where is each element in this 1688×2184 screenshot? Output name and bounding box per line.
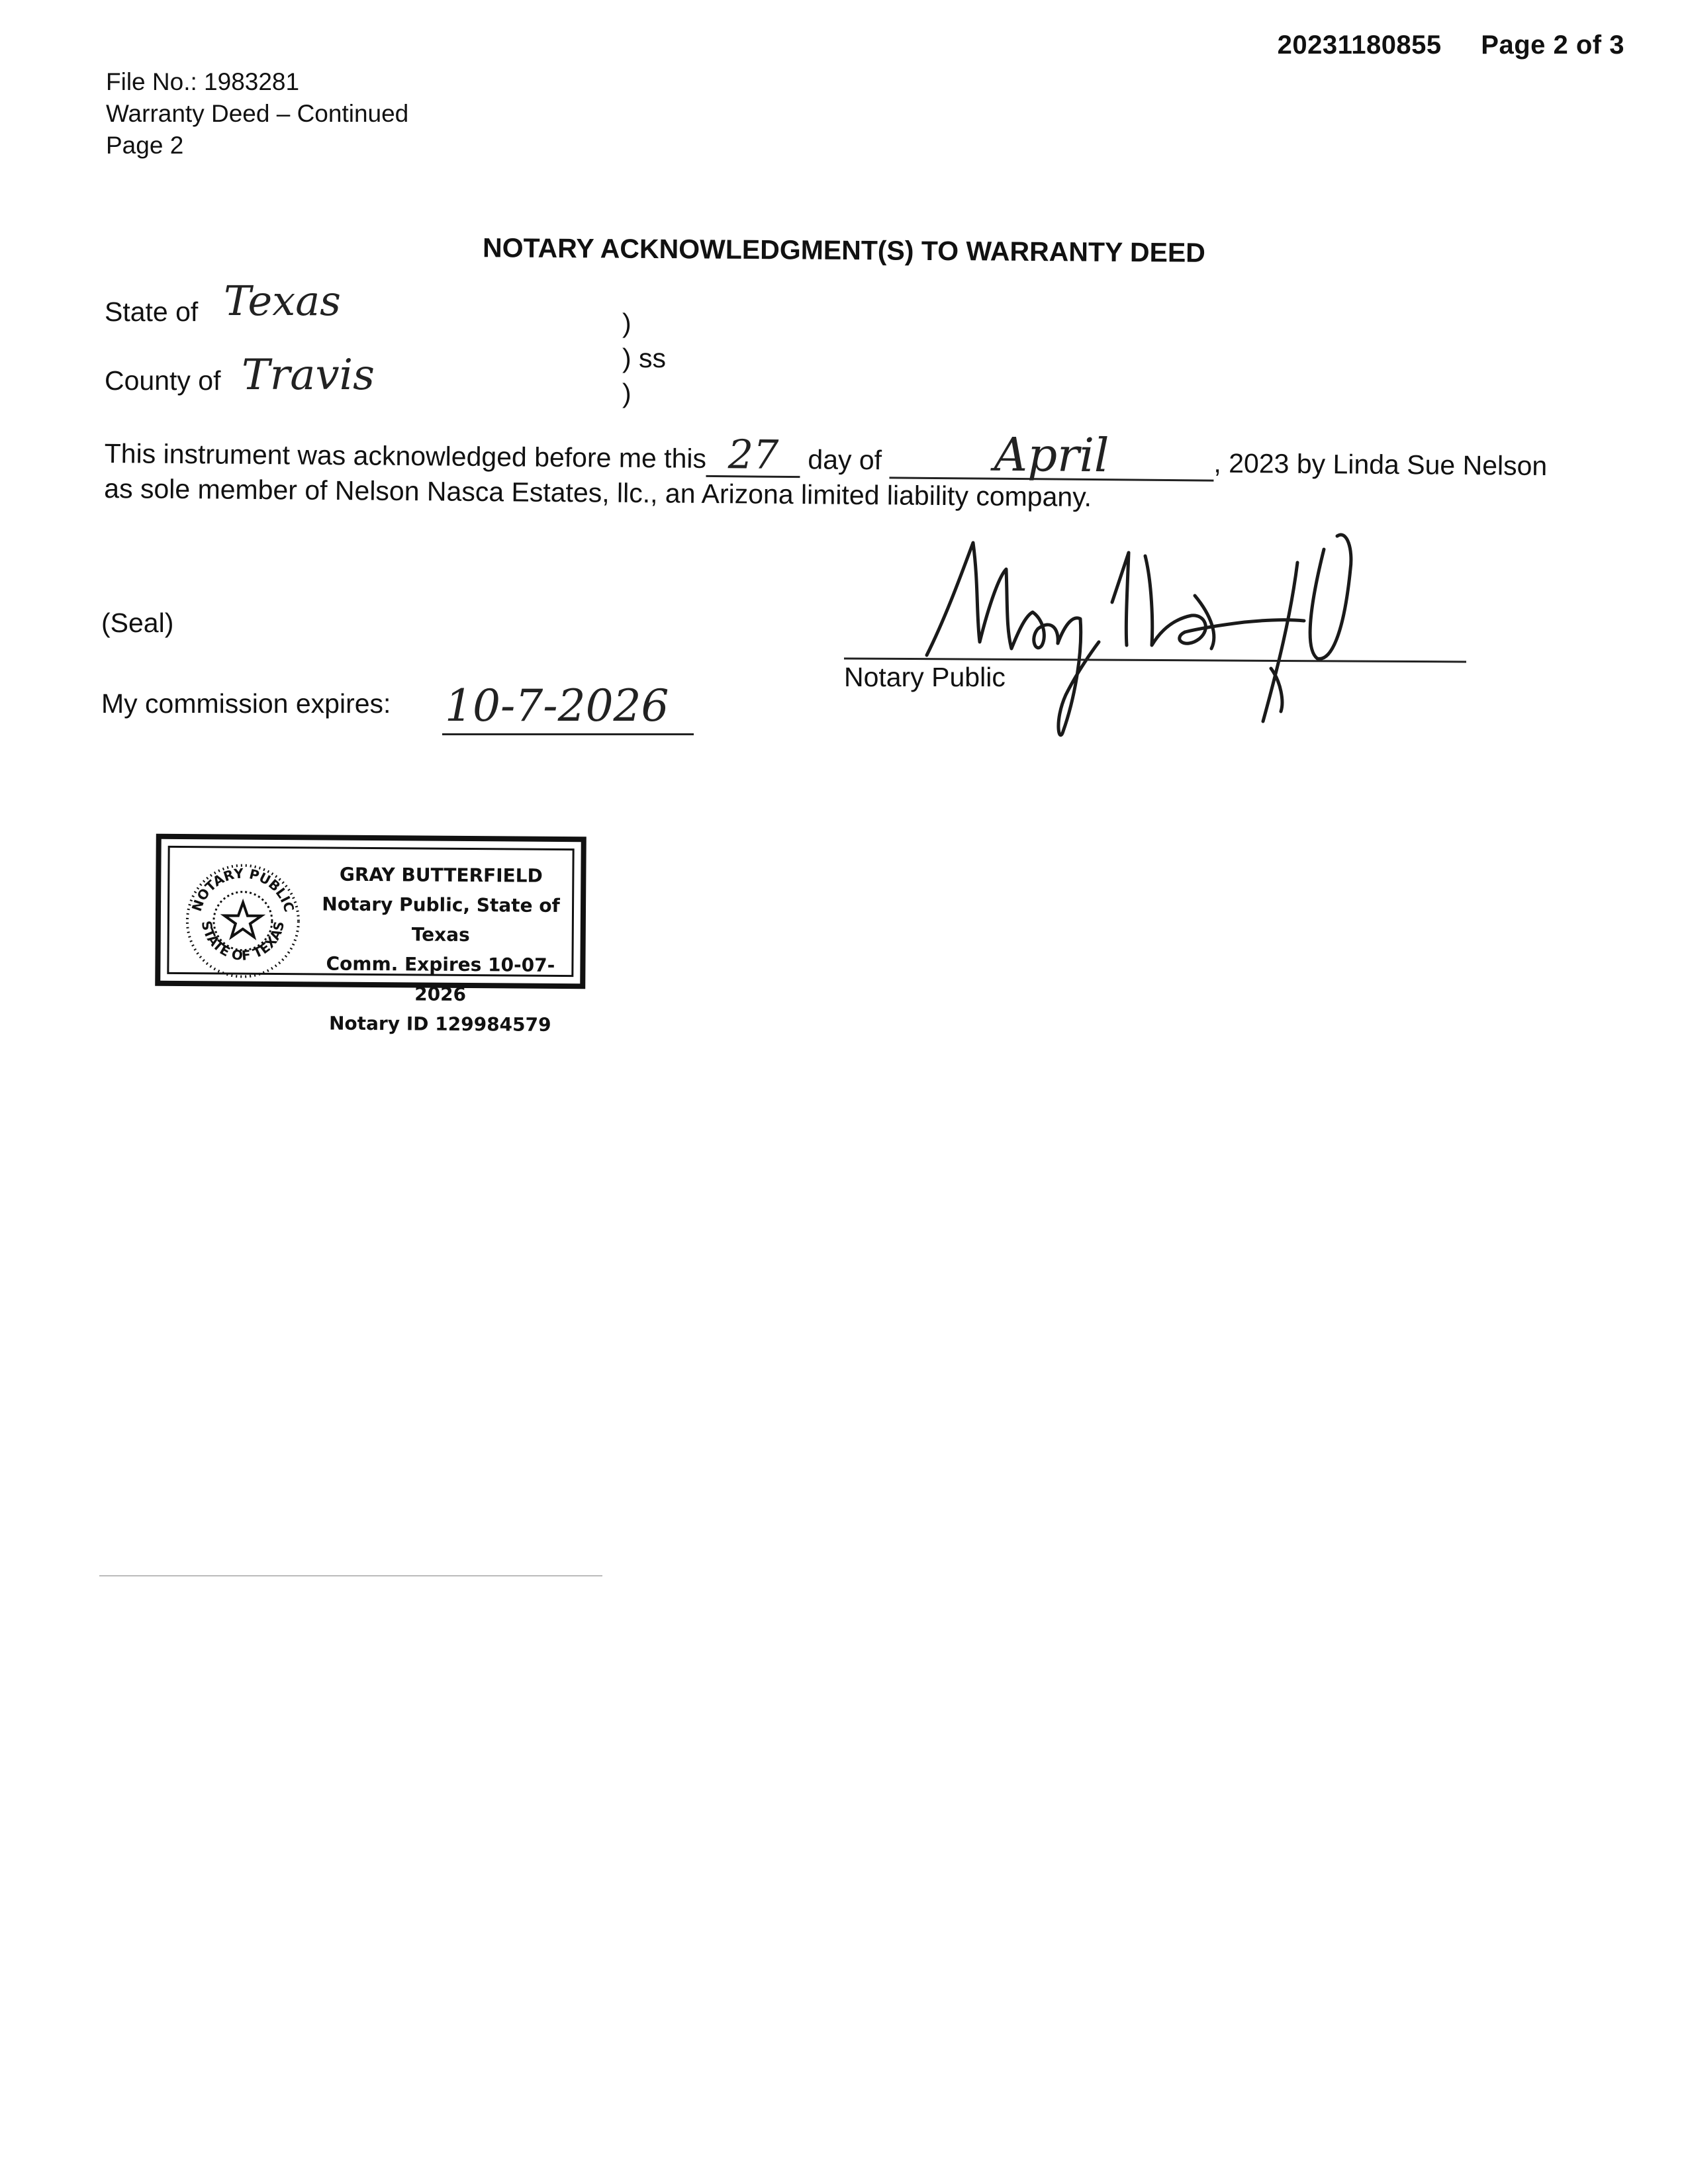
day-blank [706,432,800,478]
file-info-block [106,66,408,161]
ack-part-1: This instrument was acknowledged before me this [104,437,707,474]
page-indicator: Page 2 of 3 [1481,30,1624,60]
month-blank [889,427,1213,483]
page-number: Page 2 [106,132,184,159]
ack-part-3: , 2023 by Linda Sue Nelson as sole member of Nelson Nasca Estates, llc., an Arizona limited liability company. [104,447,1548,513]
county-label: County of [105,365,221,396]
stamp-text-block [301,859,581,1040]
commission-handwritten: 10-7-2026 [445,680,669,731]
commission-line [442,733,694,735]
state-handwritten: Texas [224,277,341,325]
file-number: File No.: 1983281 [106,68,300,95]
venue-ss: ) ss [622,343,667,373]
venue-paren-top: ) [622,308,632,338]
recording-number: 20231180855 [1277,30,1442,60]
notary-signature [900,503,1483,754]
seal-top-text: NOTARY PUBLIC [188,865,298,914]
notary-stamp [155,834,586,1036]
month-handwritten: April [994,427,1109,483]
state-label: State of [105,296,199,327]
svg-text:STATE OF TEXAS [198,919,287,964]
stamp-inner-border [167,846,574,1036]
seal-label: (Seal) [101,608,174,638]
stamp-commission-expires: Comm. Expires 10-07-2026 [326,952,555,1006]
venue-paren-bottom: ) [622,378,632,408]
stamp-notary-title: Notary Public, State of Texas [322,893,560,946]
texas-notary-seal-icon [182,857,303,978]
day-handwritten: 27 [727,432,779,478]
stamp-notary-name: GRAY BUTTERFIELD [339,863,543,887]
document-type: Warranty Deed – Continued [106,100,409,127]
notary-public-label: Notary Public [844,662,1006,692]
county-handwritten: Travis [242,351,375,400]
page-title: NOTARY ACKNOWLEDGMENT(S) TO WARRANTY DEED [482,232,1206,268]
scan-artifact-line [99,1575,602,1576]
ack-part-2: day of [808,444,882,476]
seal-bottom-text: STATE OF TEXAS [198,919,288,964]
recording-header [1278,30,1624,60]
commission-label: My commission expires: [101,688,391,719]
stamp-notary-id: Notary ID 129984579 [328,1012,551,1036]
